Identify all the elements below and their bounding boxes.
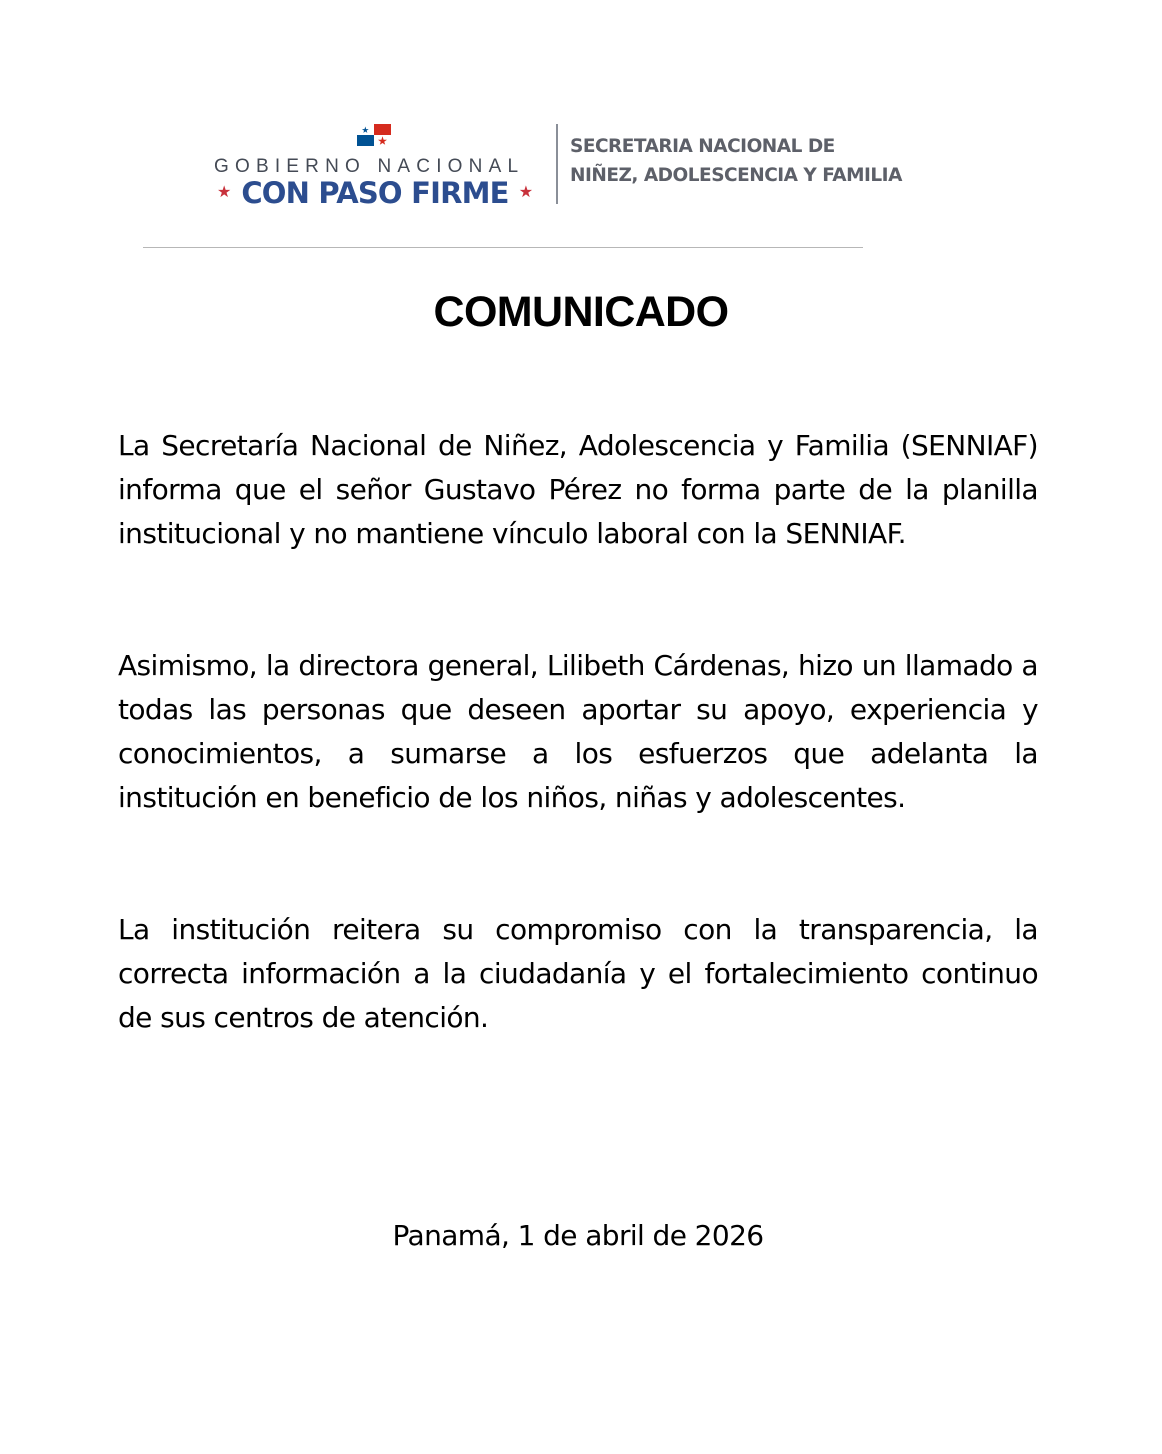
paragraph-1: La Secretaría Nacional de Niñez, Adolescencia y Familia (SENNIAF) informa que el señor Gustavo Pérez no forma parte de la planilla institucional y no mantiene vínculo laboral con la SENNIAF. — [118, 429, 1038, 550]
paragraph-2: Asimismo, la directora general, Lilibeth Cárdenas, hizo un llamado a todas las personas que deseen aportar su apoyo, experiencia y conocimientos, a sumarse a los esfuerzos que adelanta la institución en beneficio de los niños, niñas y adolescentes. — [118, 649, 1038, 814]
star-icon: ★ — [216, 184, 232, 201]
place-date: Panamá, 1 de abril de 2026 — [392, 1219, 764, 1252]
paragraph-3: La institución reitera su compromiso con la transparencia, la correcta información a la ciudadanía y el fortalecimiento continuo de sus centros de atención. — [118, 913, 1038, 1034]
document-title: COMUNICADO — [433, 288, 729, 336]
panama-flag-icon — [357, 124, 391, 146]
logo-divider — [556, 124, 558, 204]
government-line: GOBIERNO NACIONAL — [214, 156, 525, 177]
government-slogan: CON PASO FIRME — [241, 176, 509, 210]
header-logo-block — [210, 118, 950, 218]
header-separator — [143, 247, 863, 248]
institution-name — [570, 132, 902, 190]
institution-name-line2: NIÑEZ, ADOLESCENCIA Y FAMILIA — [570, 165, 902, 186]
star-icon: ★ — [518, 184, 534, 201]
institution-name-line1: SECRETARIA NACIONAL DE — [570, 136, 835, 157]
government-slogan-row — [210, 175, 540, 211]
